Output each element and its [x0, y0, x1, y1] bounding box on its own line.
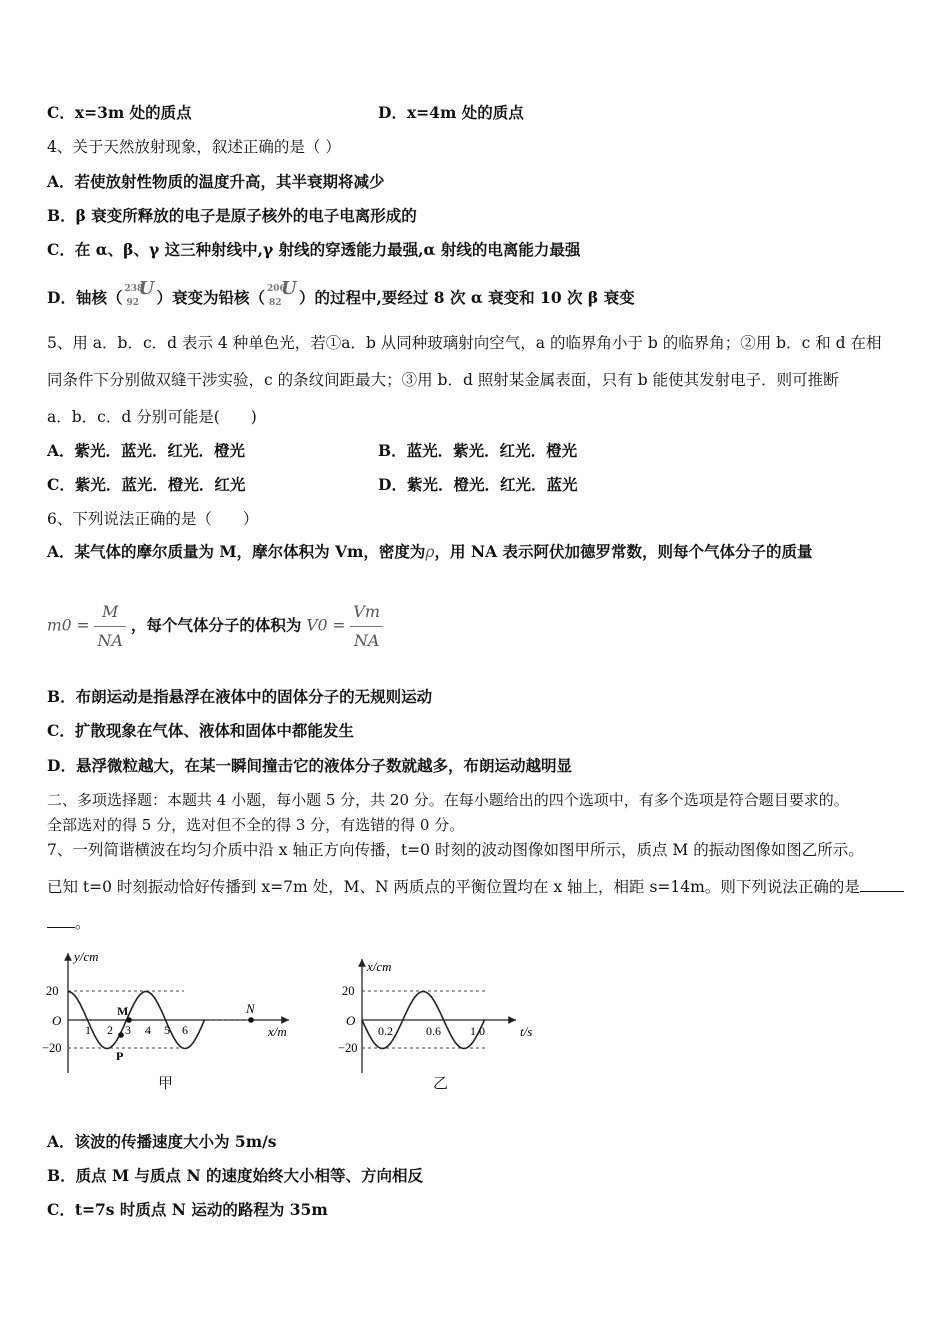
q4-option-a: A．若使放射性物质的温度升高，其半衰期将减少	[47, 172, 385, 191]
q4-stem: 4、关于天然放射现象，叙述正确的是（ ）	[47, 138, 341, 156]
yi-y-label: x/cm	[367, 959, 392, 974]
q6-option-c: C．扩散现象在气体、液体和固体中都能发生	[47, 721, 354, 740]
q4-option-c: C．在 α、β、γ 这三种射线中,γ 射线的穿透能力最强,α 射线的电离能力最强	[47, 240, 581, 259]
yi-y-bottom: −20	[338, 1041, 358, 1055]
answer-blank	[860, 877, 904, 892]
jia-x-tick-1: 1	[85, 1023, 91, 1037]
jia-x-tick-6: 6	[182, 1023, 188, 1037]
q5-option-d: D．紫光．橙光．红光．蓝光	[378, 475, 578, 494]
yi-y-top: 20	[342, 984, 355, 998]
jia-x-label: x/m	[268, 1024, 287, 1039]
yi-x-tick-0-2: 0.2	[378, 1024, 393, 1038]
q7-stem-line-3: 。	[47, 913, 91, 933]
point-p-dot	[118, 1032, 124, 1038]
section2-line-1: 二、多项选择题：本题共 4 小题，每小题 5 分，共 20 分。在每小题给出的四个选项中，有多个选项是符合题目要求的。	[47, 791, 849, 809]
q6-option-d: D．悬浮微粒越大，在某一瞬间撞击它的液体分子数就越多，布朗运动越明显	[47, 756, 572, 775]
formula-mid-text: ，每个气体分子的体积为	[130, 615, 302, 635]
point-m-dot	[126, 1017, 132, 1023]
q7-stem-line-1: 7、一列简谐横波在均匀介质中沿 x 轴正方向传播，t=0 时刻的波动图像如图甲所示，质点 M 的振动图像如图乙所示。	[47, 841, 864, 859]
q4-option-d-prefix: D．铀核（	[47, 288, 123, 307]
q6-stem: 6、下列说法正确的是（ ）	[47, 510, 259, 528]
jia-origin: O	[52, 1013, 62, 1028]
q4-option-d-mid: ）衰变为铅核（	[156, 288, 265, 307]
figure-jia-wave-graph	[44, 945, 304, 1095]
jia-x-tick-4: 4	[145, 1023, 151, 1037]
q3-option-c: C．x=3m 处的质点	[47, 103, 192, 122]
q5-option-b: B．蓝光．紫光．红光．橙光	[378, 441, 578, 460]
q6-formula-line	[47, 598, 383, 655]
yi-origin: O	[346, 1013, 356, 1028]
yi-x-tick-0-6: 0.6	[426, 1024, 441, 1038]
point-p-label: P	[116, 1049, 124, 1063]
point-m-label: M	[117, 1004, 129, 1018]
jia-y-label: y/cm	[74, 949, 99, 964]
jia-y-top: 20	[46, 984, 59, 998]
m0-fraction: $\frac{M}{NA}$	[94, 598, 126, 655]
figure-yi-caption: 乙	[433, 1074, 449, 1092]
q7-stem-line-2: 已知 t=0 时刻振动恰好传播到 x=7m 处，M、N 两质点的平衡位置均在 x 轴上，相距 s=14m。则下列说法正确的是	[47, 877, 904, 897]
m0-formula-lhs: m0 =	[47, 616, 90, 635]
v0-fraction: $\frac{Vm}{NA}$	[350, 598, 383, 655]
q7-option-b: B．质点 M 与质点 N 的速度始终大小相等、方向相反	[47, 1166, 424, 1185]
v0-formula-lhs: V0 =	[306, 616, 346, 635]
q4-option-d-suffix: ）的过程中,要经过 8 次 α 衰变和 10 次 β 衰变	[298, 288, 635, 307]
jia-x-tick-5: 5	[164, 1023, 170, 1037]
answer-blank-cont	[47, 913, 75, 928]
q5-stem-line-1: 5、用 a．b．c．d 表示 4 种单色光，若①a．b 从同种玻璃射向空气，a 的临界角小于 b 的临界角；②用 b．c 和 d 在相	[47, 334, 882, 352]
jia-y-bottom: −20	[42, 1041, 62, 1055]
section2-line-2: 全部选对的得 5 分，选对但不全的得 3 分，有选错的得 0 分。	[47, 816, 465, 834]
q6-option-a: A．某气体的摩尔质量为 M，摩尔体积为 Vm，密度为ρ，用 NA 表示阿伏加德罗常数，则每个气体分子的质量	[47, 542, 813, 561]
lead-nucleus: 206 82 U	[266, 278, 297, 308]
q4-option-d	[47, 278, 635, 308]
q5-option-c: C．紫光．蓝光．橙光．红光	[47, 475, 246, 494]
q5-option-a: A．紫光．蓝光．红光．橙光	[47, 441, 246, 460]
q5-stem-line-3: a．b．c．d 分别可能是( )	[47, 408, 257, 426]
q6-option-b: B．布朗运动是指悬浮在液体中的固体分子的无规则运动	[47, 687, 433, 706]
yi-x-label: t/s	[520, 1024, 533, 1039]
jia-x-tick-3: 3	[125, 1023, 131, 1037]
rho-symbol: ρ	[425, 543, 435, 561]
q4-option-b: B．β 衰变所释放的电子是原子核外的电子电离形成的	[47, 206, 417, 225]
q3-option-d: D．x=4m 处的质点	[378, 103, 524, 122]
q7-option-a: A．该波的传播速度大小为 5m/s	[47, 1132, 277, 1151]
uranium-nucleus: 238 92 U	[124, 278, 155, 308]
jia-x-tick-2: 2	[107, 1023, 113, 1037]
yi-x-tick-1-0: 1.0	[470, 1024, 485, 1038]
figure-jia-caption: 甲	[158, 1074, 174, 1092]
q7-option-c: C．t=7s 时质点 N 运动的路程为 35m	[47, 1200, 328, 1219]
figure-yi-vibration-graph	[336, 955, 546, 1075]
point-n-dot	[248, 1017, 254, 1023]
point-n-label: N	[246, 1001, 255, 1016]
q5-stem-line-2: 同条件下分别做双缝干涉实验，c 的条纹间距最大；③用 b．d 照射某金属表面，只有 b 能使其发射电子．则可推断	[47, 371, 839, 389]
